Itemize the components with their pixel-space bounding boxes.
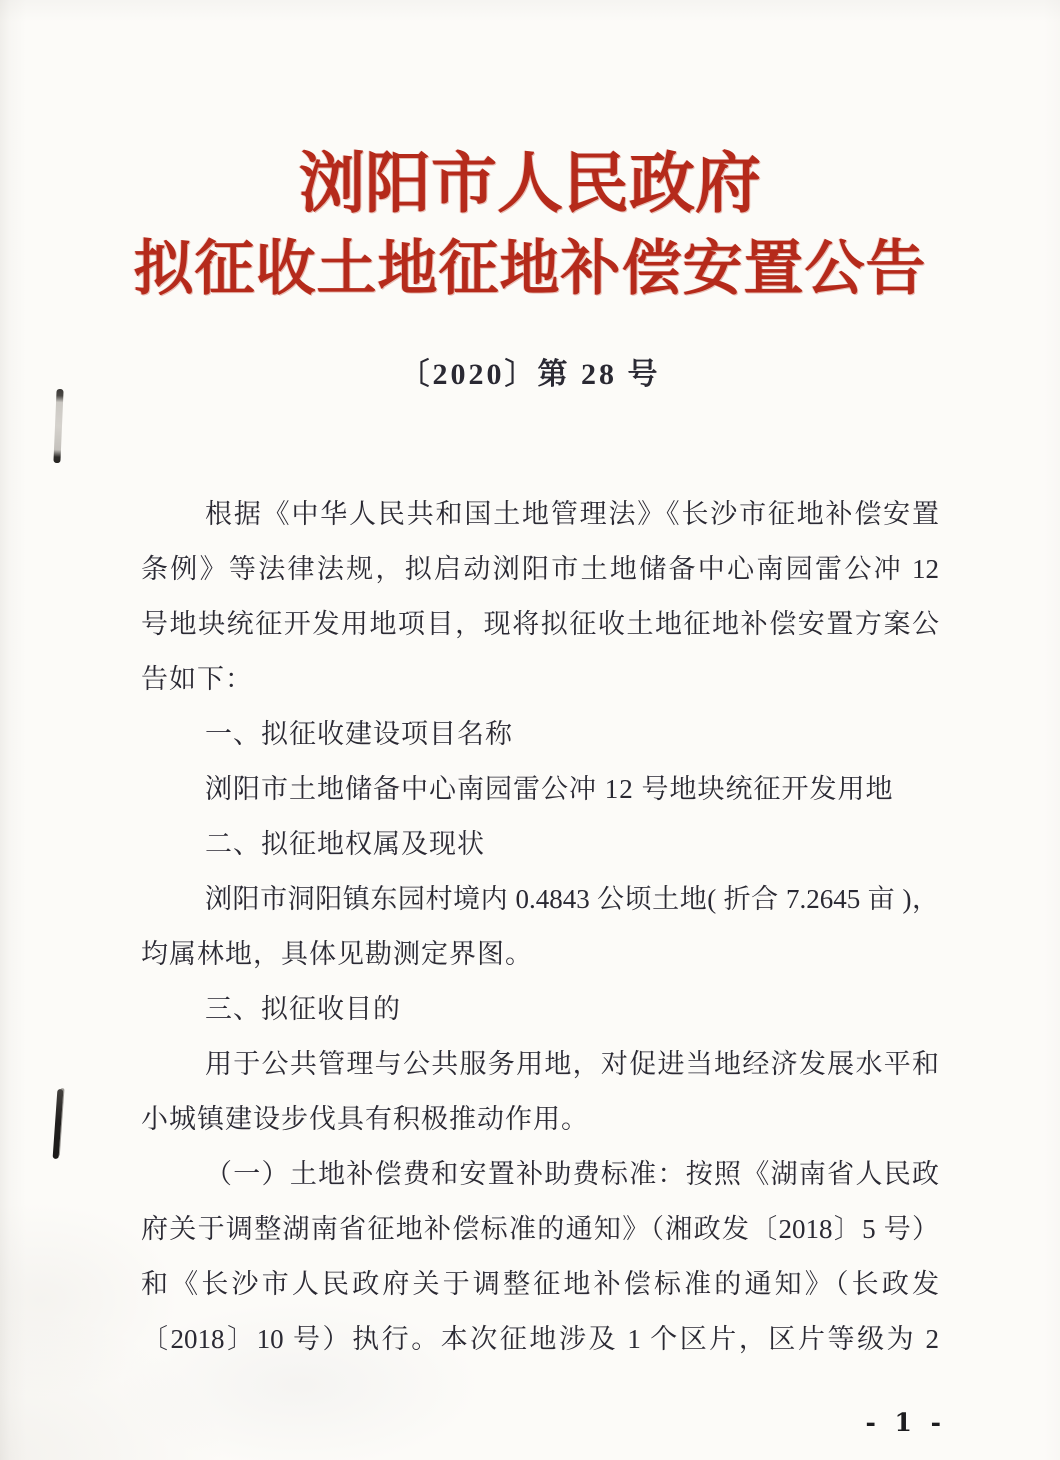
body-line: 根据《中华人民共和国土地管理法》《长沙市征地补偿安置 xyxy=(205,499,939,529)
document-body xyxy=(141,487,939,1367)
staple-mark-top xyxy=(53,389,63,463)
body-line: 和《长沙市人民政府关于调整征地补偿标准的通知》（长政发 xyxy=(141,1269,939,1299)
body-line: 浏阳市洞阳镇东园村境内 0.4843 公顷土地( 折合 7.2645 亩 )， xyxy=(205,884,939,914)
body-line: 用于公共管理与公共服务用地，对促进当地经济发展水平和 xyxy=(205,1049,939,1079)
body-line: 告如下： xyxy=(141,664,253,694)
page-number: - 1 - xyxy=(865,1408,946,1437)
body-line: 均属林地，具体见勘测定界图。 xyxy=(141,939,533,969)
body-line: 浏阳市土地储备中心南园雷公冲 12 号地块统征开发用地 xyxy=(205,774,894,804)
staple-mark-bottom xyxy=(53,1089,64,1159)
body-line: 〔2018〕10 号）执行。本次征地涉及 1 个区片，区片等级为 2 xyxy=(141,1324,939,1354)
body-line: 三、拟征收目的 xyxy=(205,994,401,1024)
document-title-line1: 浏阳市人民政府 xyxy=(299,148,761,221)
body-line: （一）土地补偿费和安置补助费标准：按照《湖南省人民政 xyxy=(205,1159,939,1189)
body-line: 一、拟征收建设项目名称 xyxy=(205,719,513,749)
body-line: 小城镇建设步伐具有积极推动作用。 xyxy=(141,1104,589,1134)
document-title-line2: 拟征收土地征地补偿安置公告 xyxy=(133,235,927,302)
document-number: 〔2020〕第 28 号 xyxy=(399,358,661,392)
body-line: 府关于调整湖南省征地补偿标准的通知》（湘政发〔2018〕5 号） xyxy=(141,1214,939,1244)
body-line: 条例》等法律法规，拟启动浏阳市土地储备中心南园雷公冲 12 xyxy=(141,554,939,584)
body-line: 二、拟征地权属及现状 xyxy=(205,829,485,859)
body-line: 号地块统征开发用地项目，现将拟征收土地征地补偿安置方案公 xyxy=(141,609,939,639)
